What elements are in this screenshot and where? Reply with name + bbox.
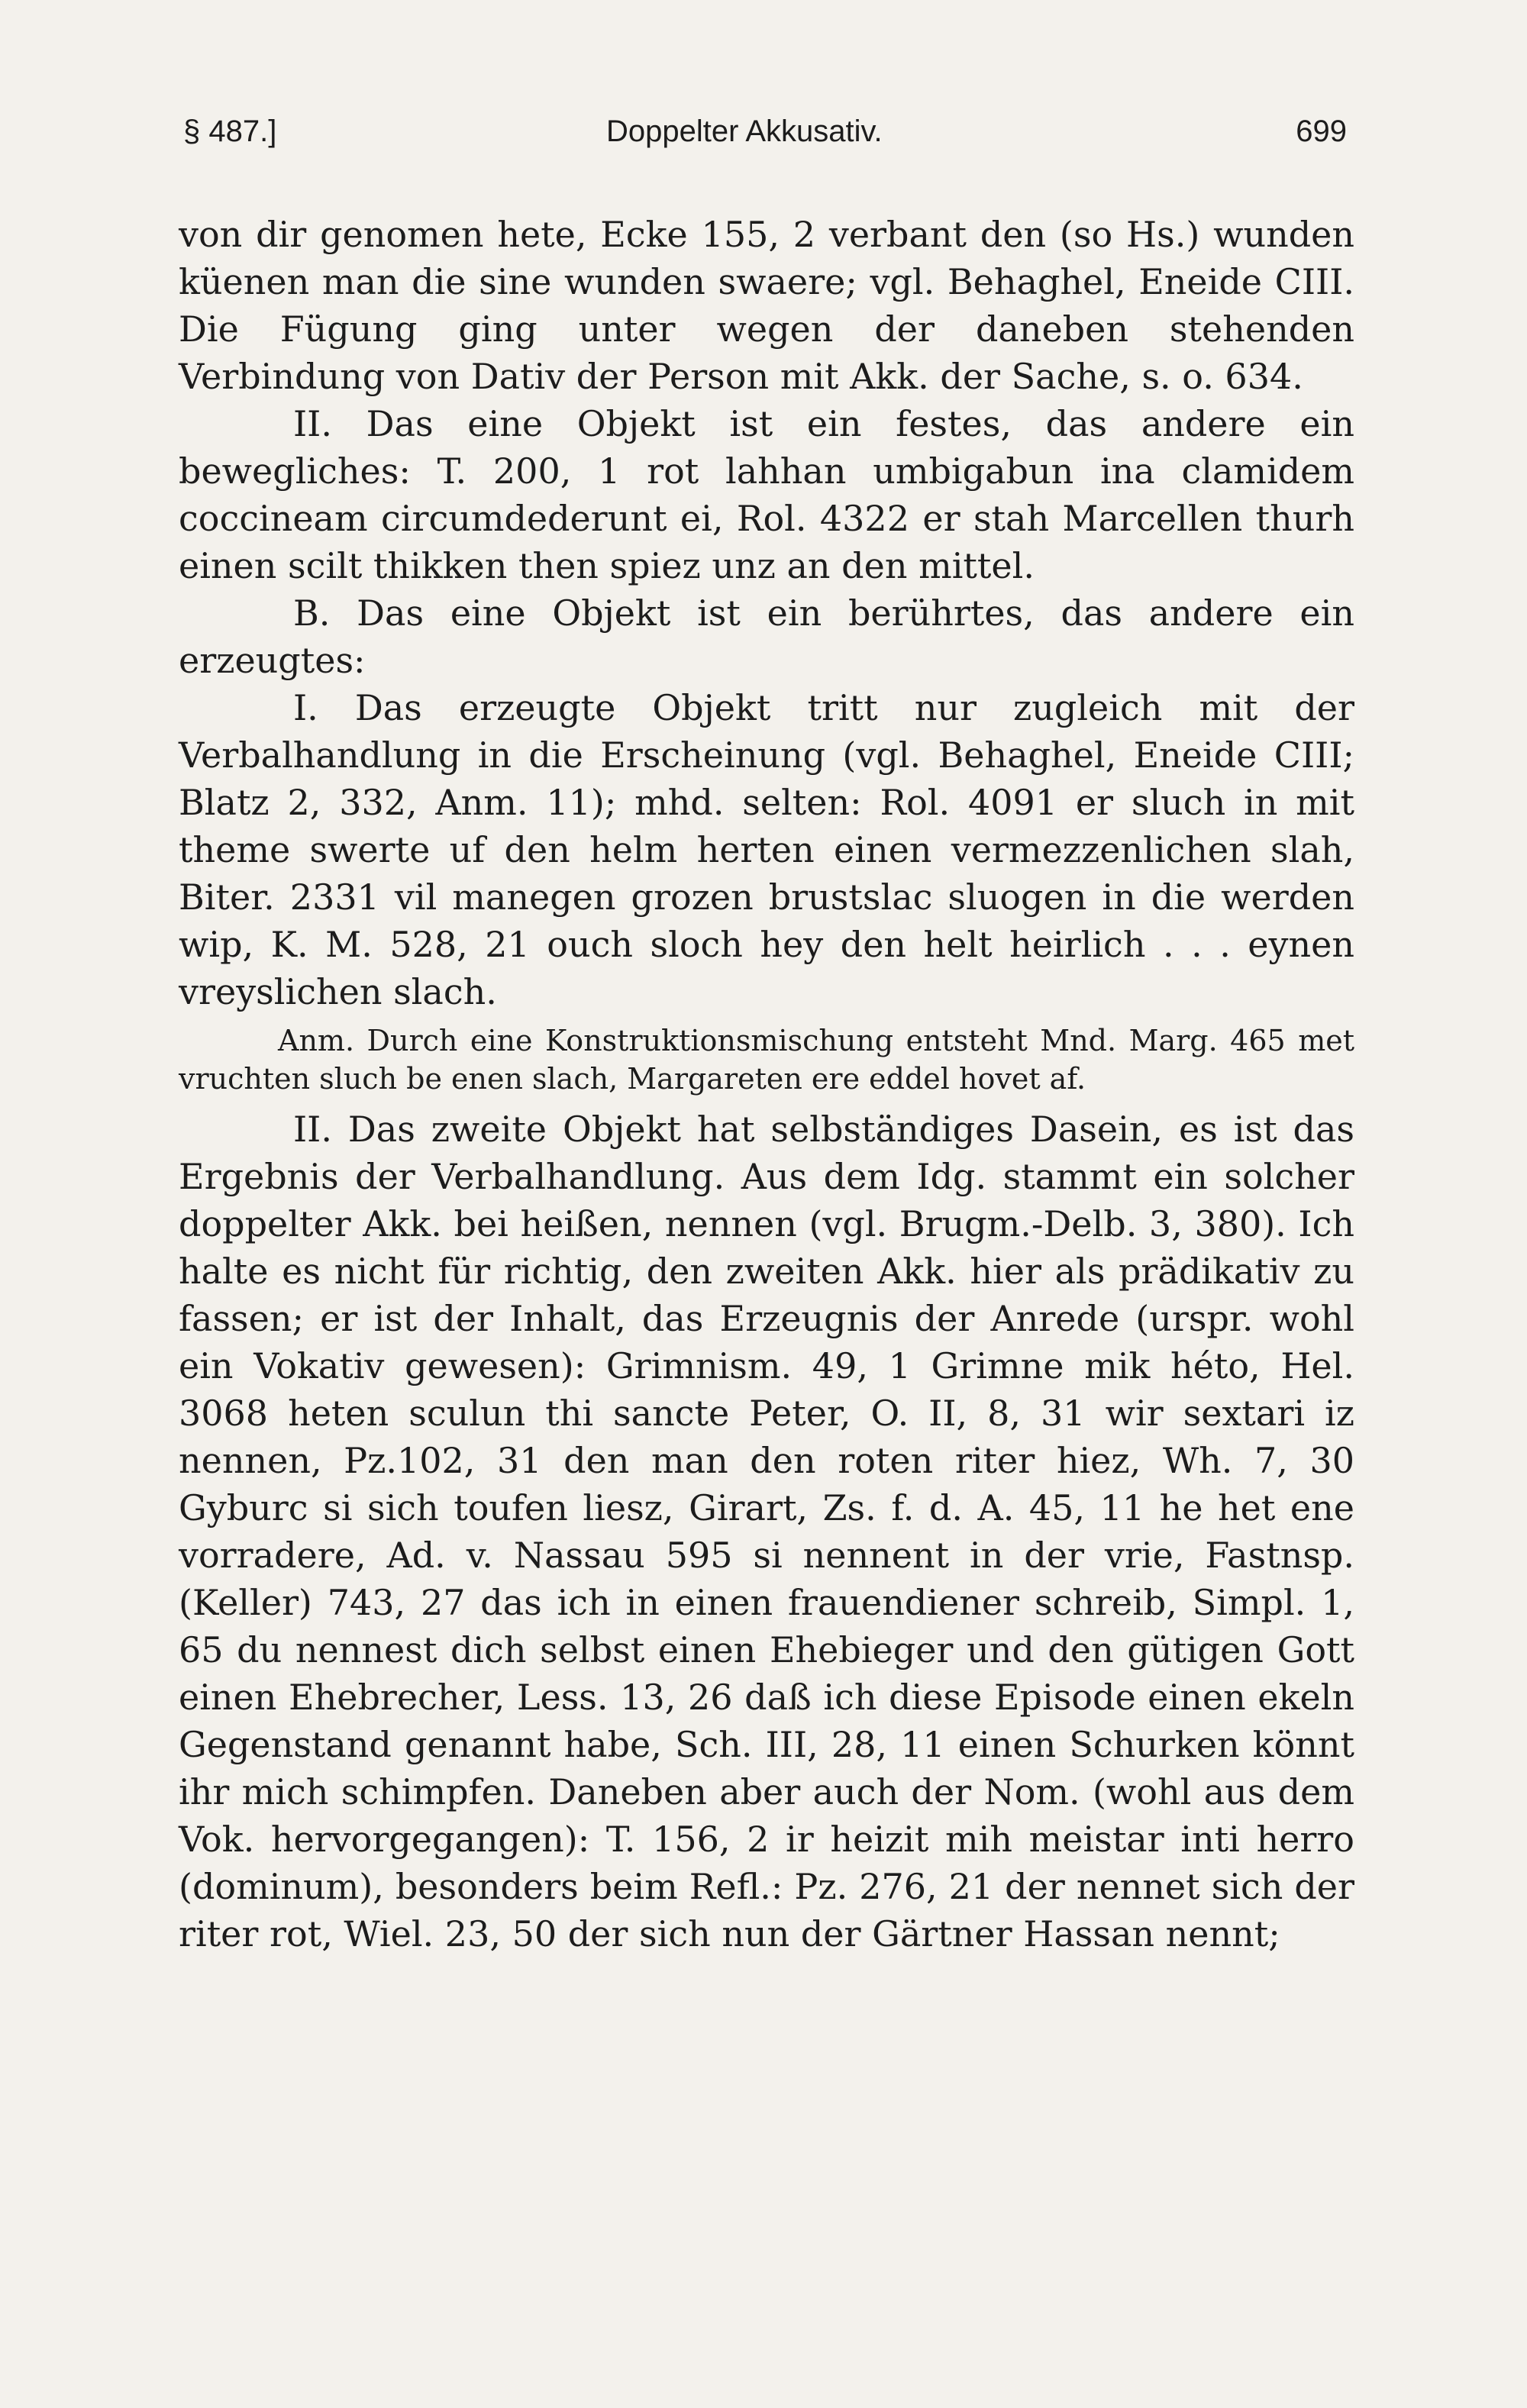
paragraph: II. Das zweite Objekt hat selbständiges Dasein, es ist das Ergebnis der Verbalhandlung. Aus dem Idg. stammt ein solcher doppelter Akk. bei heißen, nennen (vgl. Brugm.-Delb. 3, 380). Ich halte es nicht für richtig, den zweiten Akk. hier als prädikativ zu fassen; er ist der Inhalt, das Erzeugnis der Anrede (urspr. wohl ein Vokativ gewesen): Grimnism. 49, 1 Grimne mik héto, Hel. 3068 heten sculun thi sancte Peter, O. II, 8, 31 wir sextari iz nennen, Pz.102, 31 den man den roten riter hiez, Wh. 7, 30 Gyburc si sich toufen liesz, Girart, Zs. f. d. A. 45, 11 he het ene vorradere, Ad. v. Nassau 595 si nennent in der vrie, Fastnsp. (Keller) 743, 27 das ich in einen frauendiener schreib, Simpl. 1, 65 du nennest dich selbst einen Ehebieger und den gütigen Gott einen Ehebrecher, Less. 13, 26 daß ich diese Episode einen ekeln Gegenstand genannt habe, Sch. III, 28, 11 einen Schurken könnt ihr mich schimpfen. Daneben aber auch der Nom. (wohl aus dem Vok. hervorgegangen): T. 156, 2 ir heizit mih meistar inti herro (dominum), besonders beim Refl.: Pz. 276, 21 der nennet sich der riter rot, Wiel. 23, 50 der sich nun der Gärtner Hassan nennt; (179, 1109, 1354, 1954)
running-header (179, 115, 1354, 160)
paragraph: II. Das eine Objekt ist ein festes, das andere ein bewegliches: T. 200, 1 rot lahhan umbigabun ina clamidem coccineam circumdederunt ei, Rol. 4322 er stah Marcellen thurh einen scilt thikken then spiez unz an den mittel. (179, 403, 1354, 586)
page-number: 699 (1296, 115, 1347, 148)
book-page (179, 115, 1354, 1958)
page-body (179, 211, 1354, 1958)
paragraph: B. Das eine Objekt ist ein berührtes, das andere ein erzeugtes: (179, 592, 1354, 681)
section-reference: § 487.] (183, 115, 277, 148)
running-title: Doppelter Akkusativ. (606, 115, 883, 148)
annotation-note: Anm. Durch eine Konstruktionsmischung entsteht Mnd. Marg. 465 met vruchten sluch be enen slach, Margareten ere eddel hovet af. (179, 1024, 1354, 1096)
paragraph: I. Das erzeugte Objekt tritt nur zugleich mit der Verbalhandlung in die Erscheinung (vgl. Behaghel, Eneide CIII; Blatz 2, 332, Anm. 11); mhd. selten: Rol. 4091 er sluch in mit theme swerte uf den helm herten einen vermezzenlichen slah, Biter. 2331 vil manegen grozen brustslac sluogen in die werden wip, K. M. 528, 21 ouch sloch hey den helt heirlich . . . eynen vreyslichen slach. (179, 687, 1354, 1012)
paragraph: von dir genomen hete, Ecke 155, 2 verbant den (so Hs.) wunden küenen man die sine wunden swaere; vgl. Behaghel, Eneide CIII. Die Fügung ging unter wegen der daneben stehenden Verbindung von Dativ der Person mit Akk. der Sache, s. o. 634. (179, 214, 1354, 397)
